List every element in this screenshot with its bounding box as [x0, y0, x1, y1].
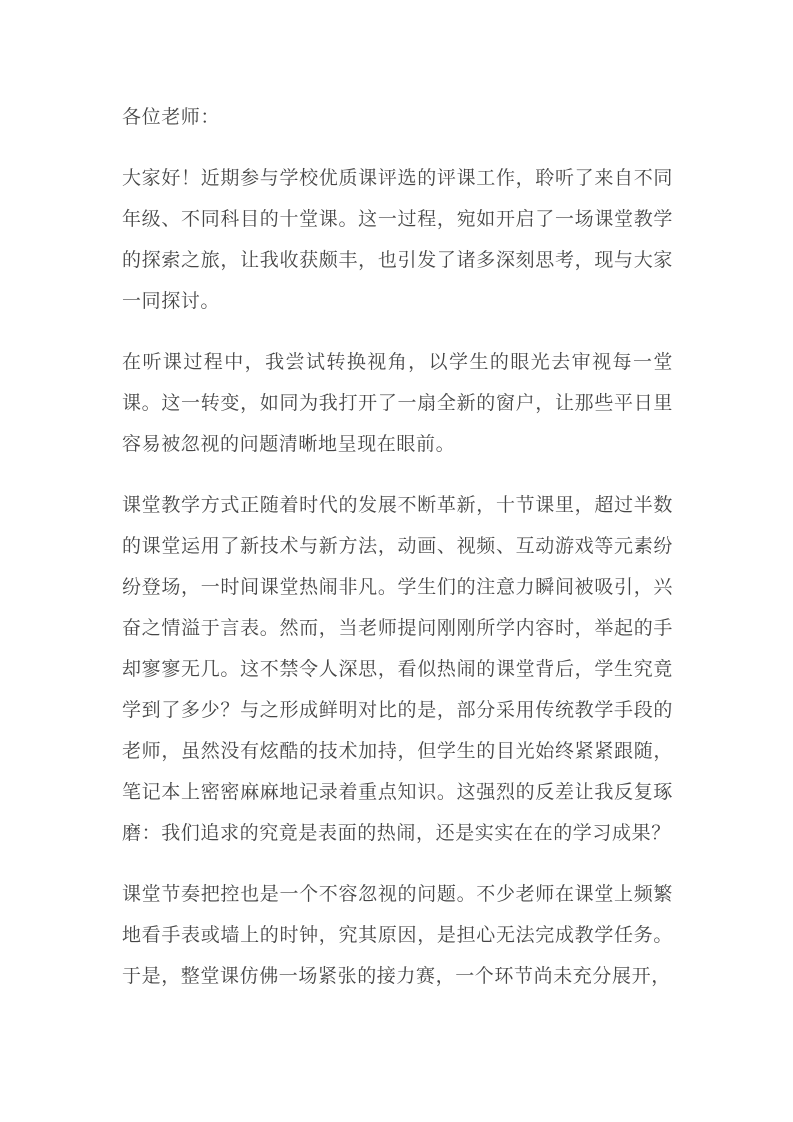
paragraph-opening: 大家好！近期参与学校优质课评选的评课工作，聆听了来自不同年级、不同科目的十堂课。这一过程，宛如开启了一场课堂教学的探索之旅，让我收获颇丰，也引发了诸多深刻思考，现与大家一同探讨。	[122, 168, 673, 312]
paragraph-teaching-methods: 课堂教学方式正随着时代的发展不断革新，十节课里，超过半数的课堂运用了新技术与新方法，动画、视频、互动游戏等元素纷纷登场，一时间课堂热闹非凡。学生们的注意力瞬间被吸引，兴奋之情溢于言表。然而，当老师提问刚刚所学内容时，举起的手却寥寥无几。这不禁令人深思，看似热闹的课堂背后，学生究竟学到了多少？与之形成鲜明对比的是，部分采用传统教学手段的老师，虽然没有炫酷的技术加持，但学生的目光始终紧紧跟随，笔记本上密密麻麻地记录着重点知识。这强烈的反差让我反复琢磨：我们追求的究竟是表面的热闹，还是实实在在的学习成果？	[122, 495, 673, 844]
paragraph-perspective-shift: 在听课过程中，我尝试转换视角，以学生的眼光去审视每一堂课。这一转变，如同为我打开了一扇全新的窗户，让那些平日里容易被忽视的问题清晰地呈现在眼前。	[122, 352, 673, 455]
paragraph-class-pacing: 课堂节奏把控也是一个不容忽视的问题。不少老师在课堂上频繁地看手表或墙上的时钟，究其原因，是担心无法完成教学任务。于是，整堂课仿佛一场紧张的接力赛，一个环节尚未充分展开，	[122, 884, 673, 987]
salutation: 各位老师：	[122, 107, 221, 128]
